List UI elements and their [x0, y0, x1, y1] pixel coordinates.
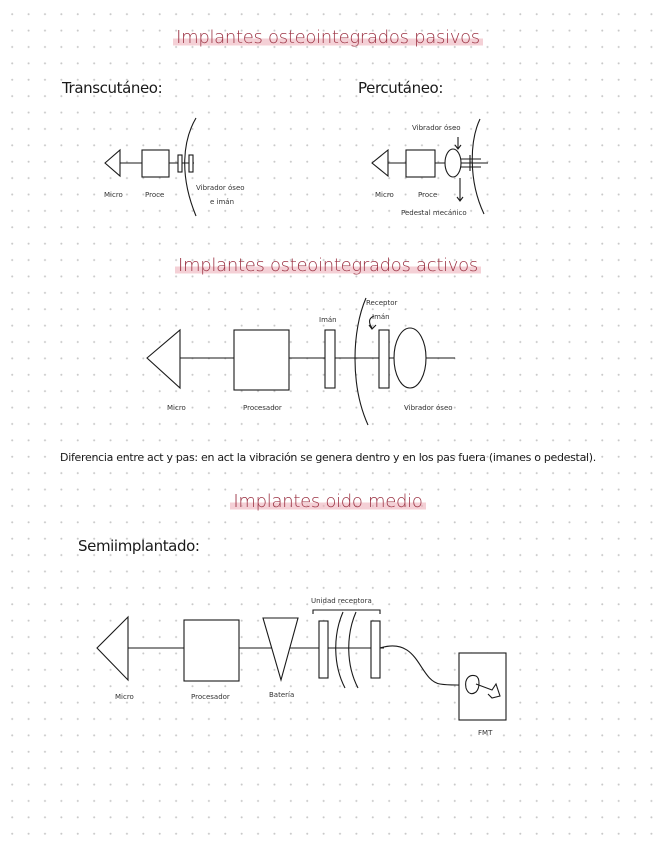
heading-transcutaneo: Transcutáneo: — [62, 79, 163, 97]
vibrador-label: Vibrador óseo — [412, 124, 461, 132]
skin-curve-shape — [355, 298, 368, 425]
battery-triangle-shape — [263, 618, 298, 680]
title-activos: Implantes osteointegrados activos — [0, 255, 656, 276]
heading-semiimplantado: Semiimplantado: — [78, 537, 200, 555]
note-diferencia: Diferencia entre act y pas: en act la vibración se genera dentro y en los pas fuera (imanes o pedestal). — [60, 451, 596, 464]
receptor-magnet-shape — [319, 621, 328, 678]
micro-triangle-shape — [105, 150, 120, 176]
skin-curve-shape — [336, 612, 345, 688]
receptor-label-2: Imán — [372, 313, 390, 321]
vibrador-label: Vibrador óseo — [196, 184, 245, 192]
bateria-label: Batería — [269, 691, 295, 699]
micro-triangle-shape — [97, 617, 128, 680]
diagram-semiimplantado — [97, 597, 506, 737]
micro-label: Micro — [104, 191, 123, 199]
bone-vibrator-shape — [394, 328, 426, 388]
processor-box-shape — [234, 330, 289, 390]
heading-percutaneo: Percutáneo: — [358, 79, 443, 97]
diagram-transcutaneo — [104, 118, 245, 216]
magnet-inner-shape — [189, 155, 193, 172]
receptor-magnet-shape — [371, 621, 380, 678]
arrow-head — [369, 325, 376, 329]
processor-box-shape — [406, 150, 435, 177]
fmt-label: FMT — [478, 729, 493, 737]
receptor-magnet-shape — [379, 330, 389, 388]
vibrador-label-2: e imán — [210, 198, 235, 206]
title-pasivos: Implantes osteointegrados pasivos — [0, 27, 656, 48]
iman-label: Imán — [319, 316, 337, 324]
pedestal-label: Pedestal mecánico — [401, 209, 467, 217]
micro-label: Micro — [167, 404, 186, 412]
magnet-shape — [325, 330, 335, 388]
micro-triangle-shape — [147, 330, 180, 388]
procesador-label: Procesador — [243, 404, 282, 412]
micro-triangle-shape — [372, 150, 388, 176]
processor-box-shape — [142, 150, 169, 177]
title-oido-medio: Implantes oido medio — [0, 491, 656, 512]
cable-line — [380, 646, 470, 686]
micro-label: Micro — [115, 693, 134, 701]
processor-box-shape — [184, 620, 239, 681]
proce-label: Proce — [418, 191, 438, 199]
receptor-label: Receptor — [366, 299, 398, 307]
skin-curve-shape — [349, 612, 358, 688]
bracket-shape — [313, 610, 380, 614]
proce-label: Proce — [145, 191, 165, 199]
vibrador-label: Vibrador óseo — [404, 404, 453, 412]
micro-label: Micro — [375, 191, 394, 199]
magnet-outer-shape — [178, 155, 182, 172]
diagram-percutaneo — [372, 119, 488, 217]
procesador-label: Procesador — [191, 693, 230, 701]
unidad-label: Unidad receptora — [311, 597, 372, 605]
diagram-activos — [147, 298, 455, 425]
bone-vibrator-shape — [445, 149, 461, 177]
